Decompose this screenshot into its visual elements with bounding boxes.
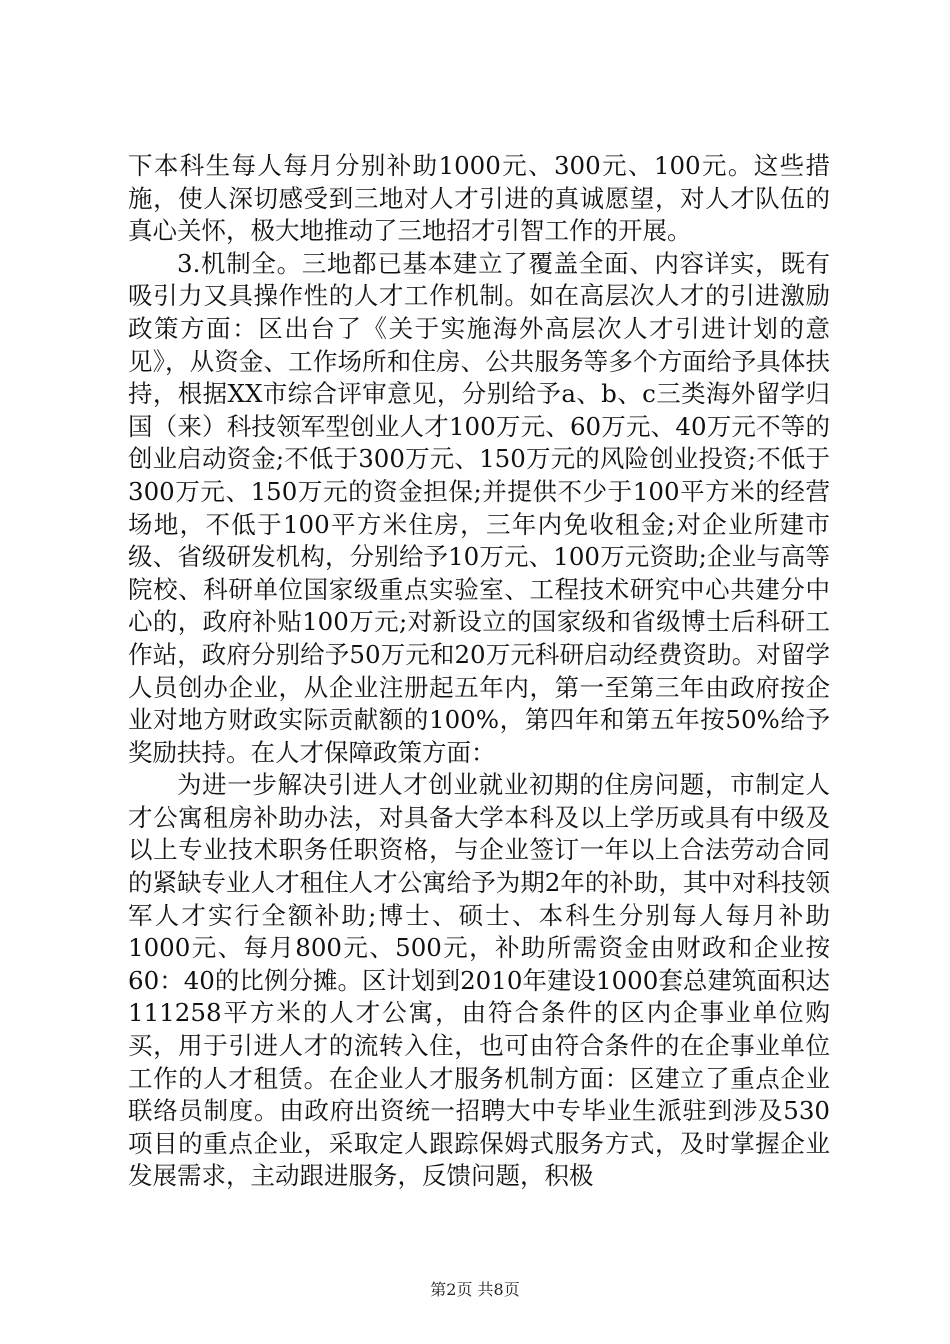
document-body — [128, 150, 830, 1193]
paragraph-2: 3.机制全。三地都已基本建立了覆盖全面、内容详实，既有吸引力又具操作性的人才工作机制。如在高层次人才的引进激励政策方面：区出台了《关于实施海外高层次人才引进计划的意见》，从资金、工作场所和住房、公共服务等多个方面给予具体扶持，根据XX市综合评审意见，分别给予a、b、c三类海外留学归国（来）科技领军型创业人才100万元、60万元、40万元不等的创业启动资金;不低于300万元、150万元的风险创业投资;不低于300万元、150万元的资金担保;并提供不少于100平方米的经营场地，不低于100平方米住房，三年内免收租金;对企业所建市级、省级研发机构，分别给予10万元、100万元资助;企业与高等院校、科研单位国家级重点实验室、工程技术研究中心共建分中心的，政府补贴100万元;对新设立的国家级和省级博士后科研工作站，政府分别给予50万元和20万元科研启动经费资助。对留学人员创办企业，从企业注册起五年内，第一至第三年由政府按企业对地方财政实际贡献额的100%，第四年和第五年按50%给予奖励扶持。在人才保障政策方面： — [128, 248, 830, 767]
page-number-footer: 第2页 共8页 — [430, 1280, 520, 1299]
paragraph-3: 为进一步解决引进人才创业就业初期的住房问题，市制定人才公寓租房补助办法，对具备大学本科及以上学历或具有中级及以上专业技术职务任职资格，与企业签订一年以上合法劳动合同的紧缺专业人才租住人才公寓给予为期2年的补助，其中对科技领军人才实行全额补助;博士、硕士、本科生分别每人每月补助1000元、每月800元、500元，补助所需资金由财政和企业按60：40的比例分摊。区计划到2010年建设1000套总建筑面积达111258平方米的人才公寓，由符合条件的区内企事业单位购买，用于引进人才的流转入住，也可由符合条件的在企事业单位工作的人才租赁。在企业人才服务机制方面：区建立了重点企业联络员制度。由政府出资统一招聘大中专毕业生派驻到涉及530项目的重点企业，采取定人跟踪保姆式服务方式，及时掌握企业发展需求，主动跟进服务，反馈问题，积极 — [128, 770, 830, 1191]
paragraph-1: 下本科生每人每月分别补助1000元、300元、100元。这些措施，使人深切感受到三地对人才引进的真诚愿望，对人才队伍的真心关怀，极大地推动了三地招才引智工作的开展。 — [128, 151, 830, 246]
